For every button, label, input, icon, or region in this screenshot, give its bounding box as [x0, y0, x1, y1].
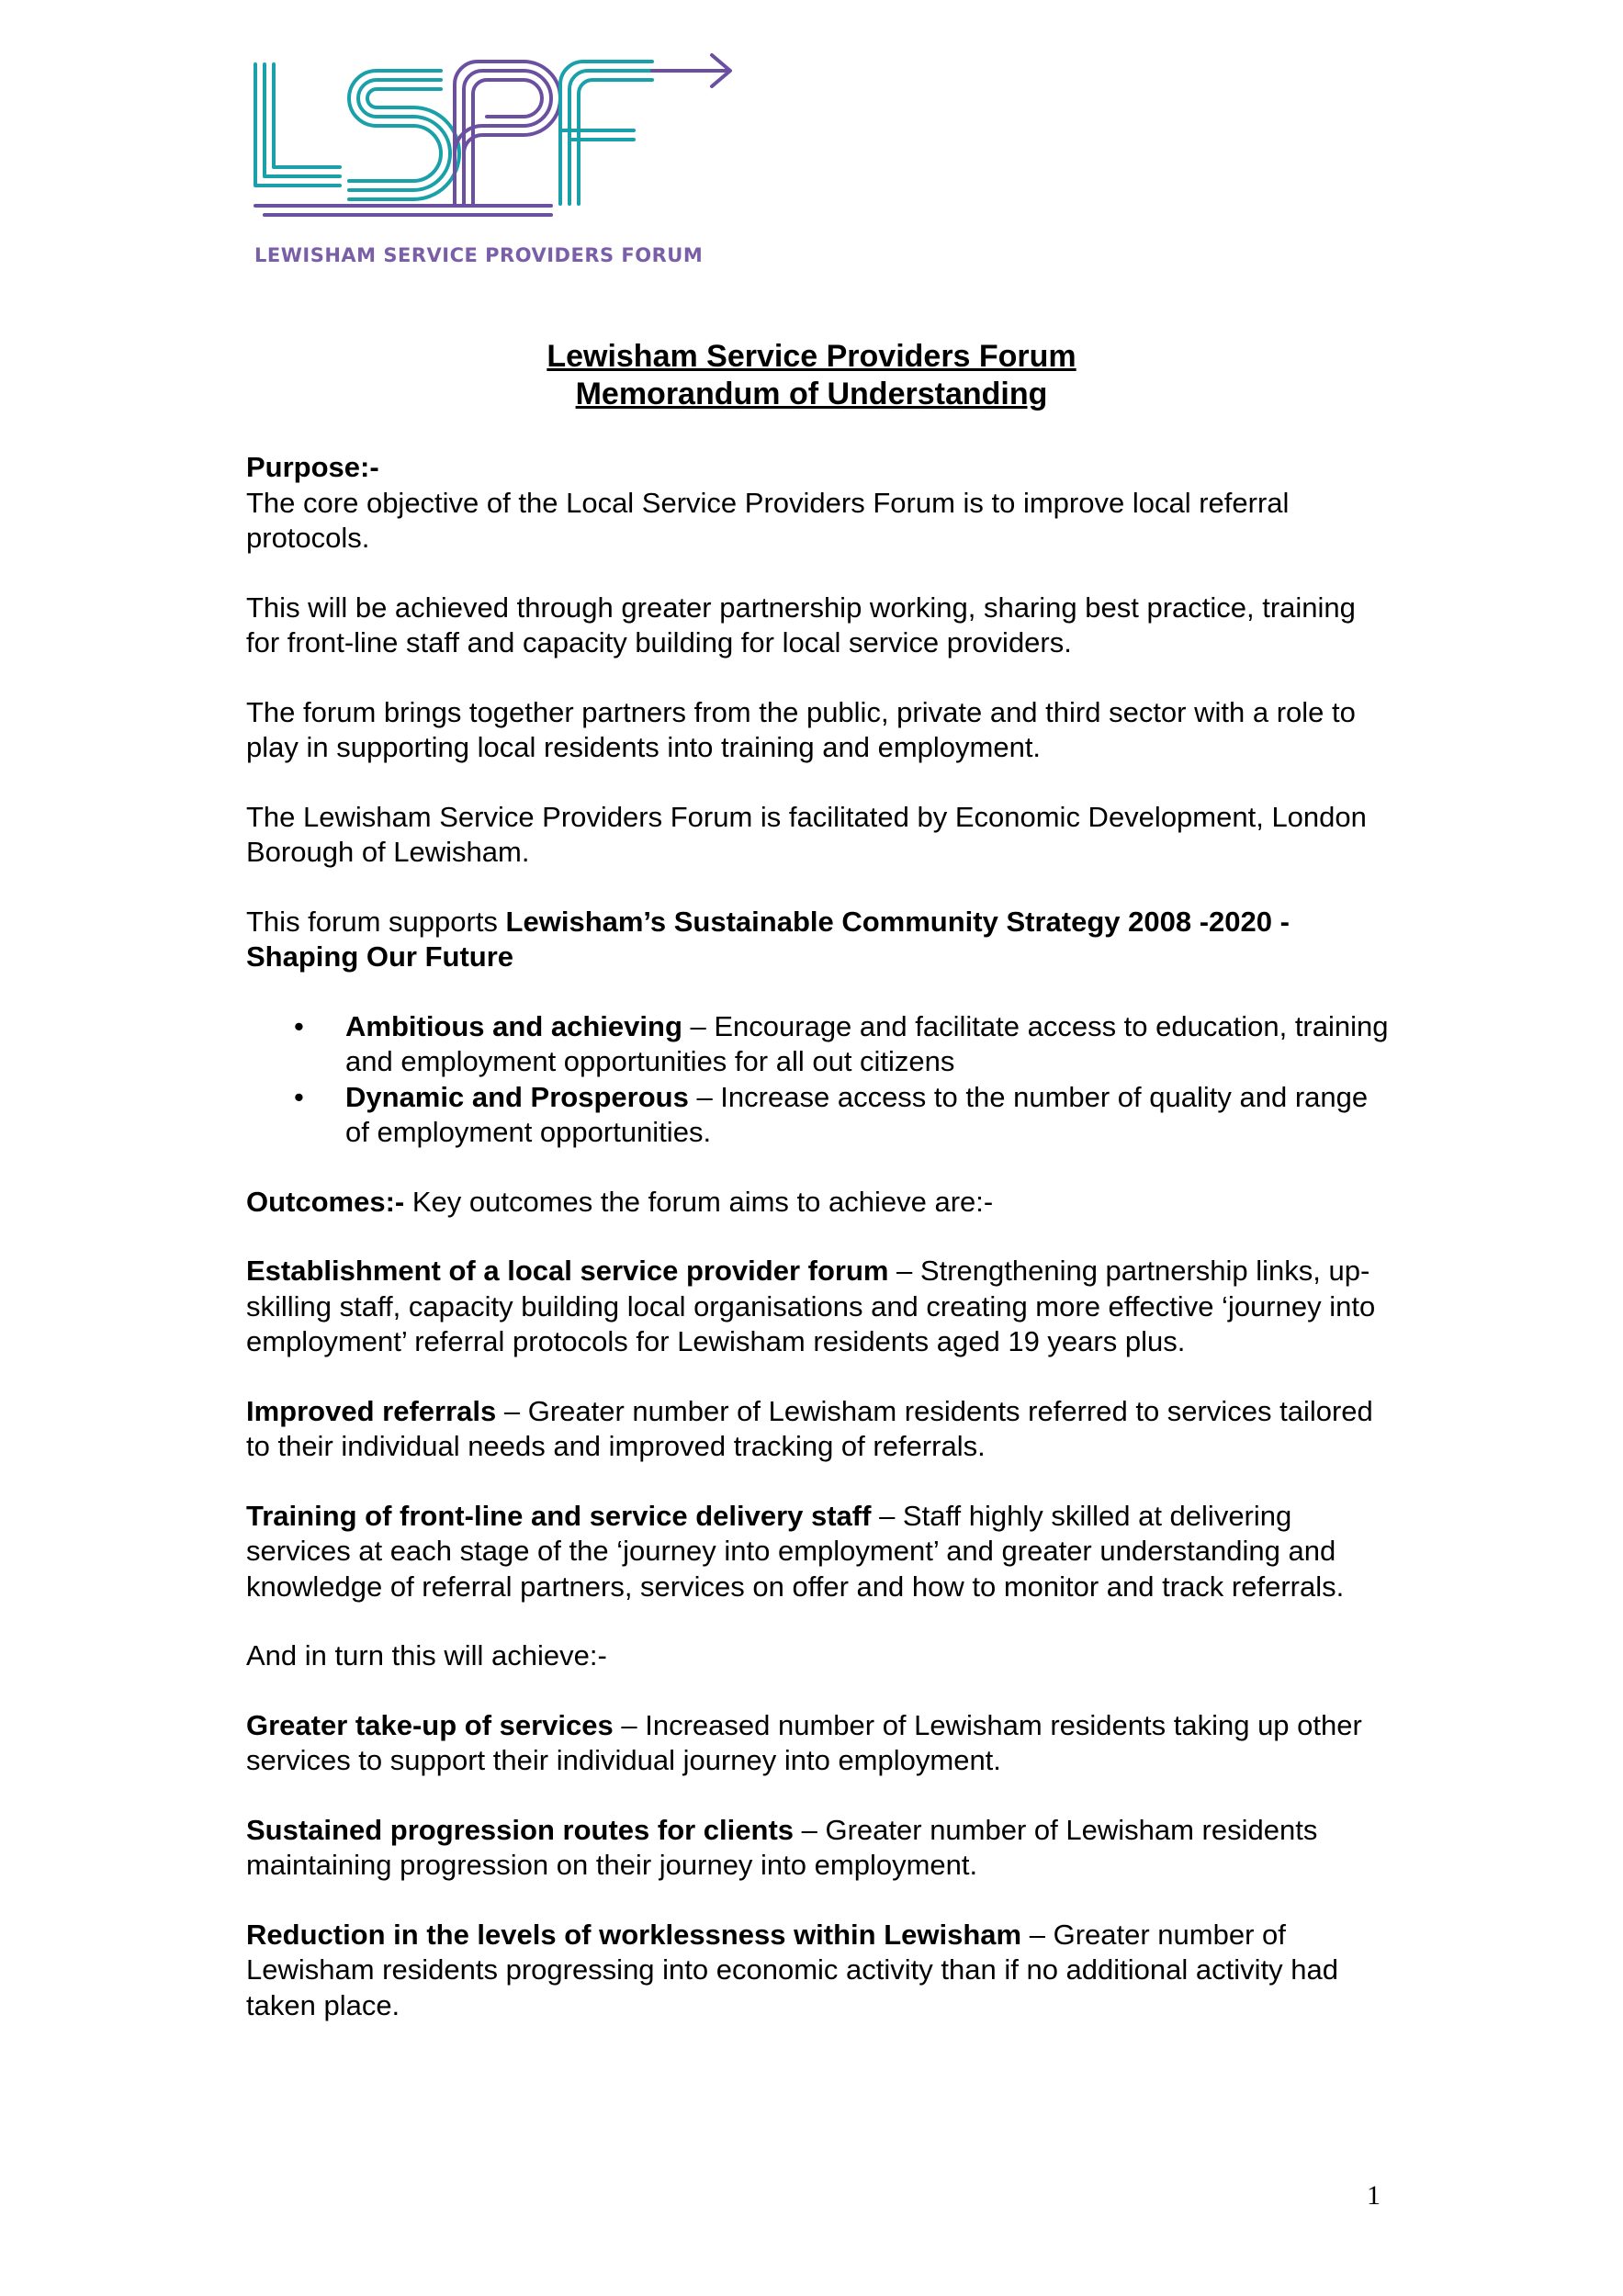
bullet-icon: • [294, 1009, 304, 1042]
purpose-paragraph-1: The core objective of the Local Service Providers Forum is to improve local referral protocols. [246, 486, 1290, 554]
outcome-title: Training of front-line and service delivery staff [246, 1499, 872, 1532]
bullet-text: – Encourage and facilitate access to education, training and employment opportunities for all out citizens [345, 1009, 1389, 1077]
further-outcome-item [246, 1813, 1394, 1884]
outcome-item [246, 1394, 1394, 1465]
outcome-text: – Strengthening partnership links, up-skilling staff, capacity building local organisations and creating more effective ‘journey into employment’ referral protocols for Lewisham residents aged 19 years plus. [246, 1255, 1376, 1357]
title-line-1: Lewisham Service Providers Forum [547, 339, 1076, 374]
further-outcome-text: – Greater number of Lewisham residents progressing into economic activity than if no additional activity had taken place. [246, 1918, 1338, 2021]
purpose-paragraph-5 [246, 905, 1394, 975]
further-outcome-text: – Greater number of Lewisham residents maintaining progression on their journey into employment. [246, 1813, 1318, 1881]
strategy-bullet-list [246, 1009, 1394, 1151]
further-outcome-item [246, 1708, 1394, 1779]
bullet-text: – Increase access to the number of quality and range of employment opportunities. [345, 1080, 1369, 1148]
bullet-item [246, 1009, 1394, 1080]
further-outcome-text: – Increased number of Lewisham residents taking up other services to support their individual journey into employment. [246, 1708, 1362, 1776]
logo-subtitle: LEWISHAM SERVICE PROVIDERS FORUM [254, 244, 704, 266]
bullet-bold: Dynamic and Prosperous [345, 1080, 689, 1113]
document-title [0, 338, 1623, 413]
bullet-item [246, 1080, 1394, 1151]
outcome-title: Improved referrals [246, 1394, 497, 1427]
outcome-text: – Greater number of Lewisham residents referred to services tailored to their individual needs and improved tracking of referrals. [246, 1394, 1373, 1462]
bullet-icon: • [294, 1080, 304, 1113]
further-outcome-title: Greater take-up of services [246, 1708, 614, 1741]
outcome-item [246, 1499, 1394, 1605]
purpose-paragraph-3: The forum brings together partners from the public, private and third sector with a role to play in supporting local residents into training and employment. [246, 695, 1356, 763]
lspf-logo-graphic [248, 48, 762, 236]
purpose-heading: Purpose:- [246, 451, 379, 483]
further-outcome-title: Sustained progression routes for clients [246, 1813, 795, 1846]
outcomes-intro [246, 1185, 1394, 1221]
outcome-text: – Staff highly skilled at delivering services at each stage of the ‘journey into employment’ and greater understanding and knowledge of referral partners, services on offer and how to monitor and track referrals. [246, 1499, 1345, 1603]
purpose-paragraph-2: This will be achieved through greater partnership working, sharing best practice, training for front-line staff and capacity building for local service providers. [246, 591, 1356, 658]
document-body [246, 450, 1394, 2057]
title-line-2: Memorandum of Understanding [575, 377, 1048, 411]
further-outcome-title: Reduction in the levels of worklessness within Lewisham [246, 1918, 1022, 1951]
outcome-item [246, 1254, 1394, 1360]
further-outcome-item [246, 1918, 1394, 2024]
strategy-name: Lewisham’s Sustainable Community Strategy 2008 -2020 - Shaping Our Future [246, 905, 1290, 973]
strategy-intro: This forum supports [246, 905, 506, 938]
lspf-logo [248, 48, 762, 277]
bullet-bold: Ambitious and achieving [345, 1009, 682, 1042]
page-number: 1 [1367, 2180, 1381, 2211]
outcomes-heading: Outcomes:- [246, 1185, 405, 1218]
purpose-paragraph-4: The Lewisham Service Providers Forum is facilitated by Economic Development, London Borough of Lewisham. [246, 800, 1367, 868]
outcome-title: Establishment of a local service provider forum [246, 1255, 889, 1287]
outcomes-intro-text: Key outcomes the forum aims to achieve are:- [404, 1185, 994, 1218]
outcomes-transition: And in turn this will achieve:- [246, 1639, 607, 1671]
